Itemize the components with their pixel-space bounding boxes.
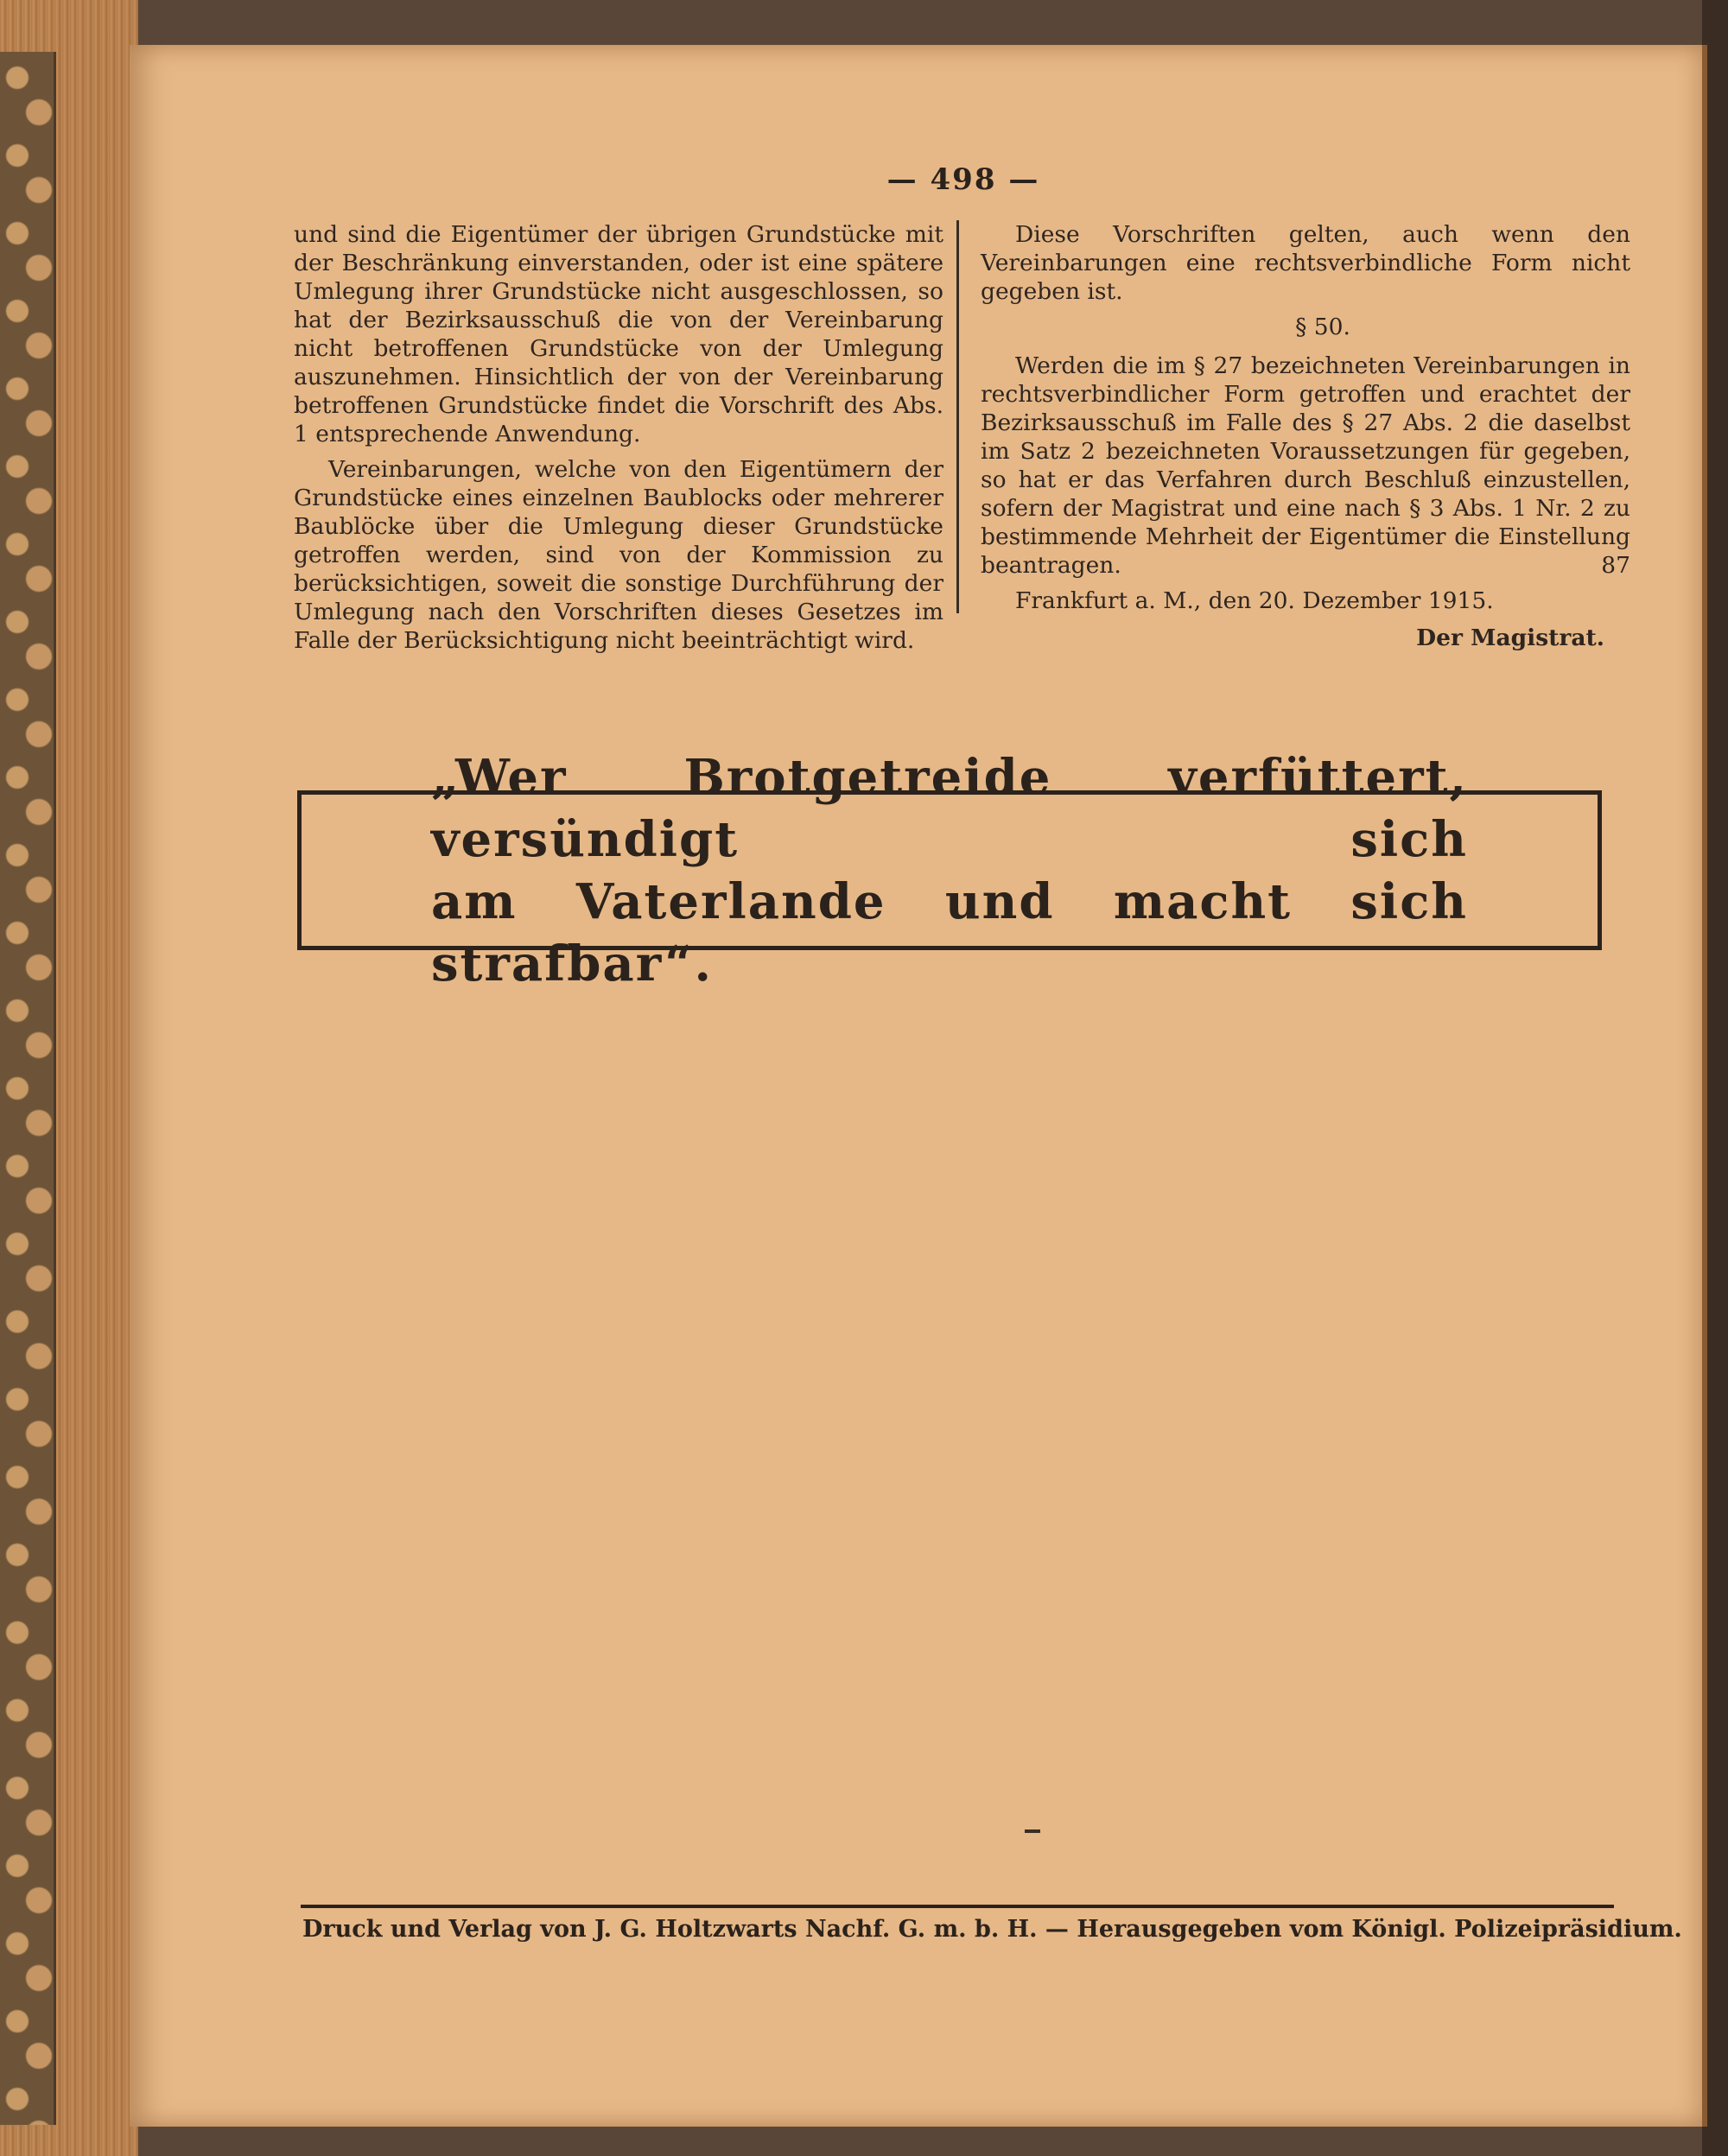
marbled-cover-edge bbox=[0, 52, 56, 2125]
number-tag: 87 bbox=[1601, 552, 1630, 579]
right-paragraph-2 bbox=[981, 352, 1630, 580]
left-paragraph-1: und sind die Eigentümer der übrigen Grundstücke mit der Beschränkung einverstanden, oder ist eine spätere Umlegung ihrer Grundstücke nicht ausgeschlossen, so hat der Bezirksausschuß die von der Vereinbarung nicht betroffenen Grundstücke von der Umlegung auszunehmen. Hinsichtlich der von der Vereinbarung betroffenen Grundstücke findet die Vorschrift des Abs. 1 entsprechende Anwendung. bbox=[294, 221, 943, 447]
imprint-line: Druck und Verlag von J. G. Holtzwarts Nachf. G. m. b. H. — Herausgegeben vom Königl. Polizeipräsidium. bbox=[302, 1916, 1682, 1943]
notice-line-2: am Vaterlande und macht sich strafbar“. bbox=[431, 872, 1468, 992]
notice-box bbox=[297, 748, 1602, 992]
stray-mark bbox=[1025, 1829, 1040, 1833]
footer-rule bbox=[301, 1905, 1614, 1908]
right-column bbox=[981, 220, 1630, 652]
page-number: — 498 — bbox=[886, 162, 1040, 197]
signature: Der Magistrat. bbox=[1416, 625, 1604, 651]
left-paragraph-2: Vereinbarungen, welche von den Eigentümern der Grundstücke eines einzelnen Baublocks oder mehrerer Baublöcke über die Umlegung dieser Grundstücke getroffen werden, sind von der Kommission zu berücksichtigen, soweit die sonstige Durchführung der Umlegung nach den Vorschriften dieses Gesetzes im Falle der Berücksichtigung nicht beeinträchtigt wird. bbox=[294, 456, 943, 654]
section-heading: § 50. bbox=[1295, 314, 1350, 340]
right-paragraph-2-text: Werden die im § 27 bezeichneten Vereinbarungen in rechtsverbindlicher Form getroffen und erachtet der Bezirksausschuß im Falle des § 27 Abs. 2 die daselbst im Satz 2 bezeichneten Voraussetzungen für gegeben, so hat er das Verfahren durch Beschluß einzustellen, sofern der Magistrat und eine nach § 3 Abs. 1 Nr. 2 zu bestimmende Mehrheit der Eigentümer die Einstellung beantragen. bbox=[981, 352, 1630, 579]
place-date: Frankfurt a. M., den 20. Dezember 1915. bbox=[1015, 587, 1494, 614]
column-divider bbox=[956, 220, 959, 613]
right-paragraph-1: Diese Vorschriften gelten, auch wenn den Vereinbarungen eine rechtsverbindliche Form nicht gegeben ist. bbox=[981, 221, 1630, 305]
notice-line-1: „Wer Brotgetreide verfüttert, versündigt sich bbox=[431, 748, 1468, 868]
left-column bbox=[294, 220, 943, 662]
